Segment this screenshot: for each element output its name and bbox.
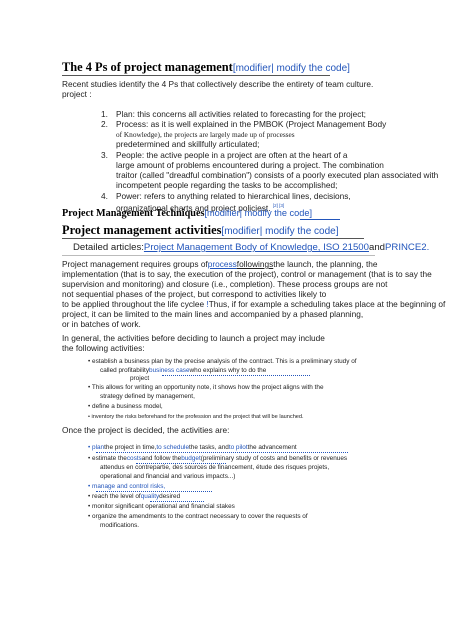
list-number: 1.: [101, 109, 108, 119]
underline: [162, 375, 310, 376]
manage-risks-link[interactable]: • manage and control risks,: [88, 483, 166, 490]
section-heading-activities: [62, 223, 339, 238]
list-item: traitor (called "dreadful combination") consists of a poorly executed plan associated with: [116, 170, 439, 180]
list-item: predetermined and skillfully articulated;: [116, 139, 260, 149]
underline: [96, 491, 212, 492]
schedule-link[interactable]: to schedule: [156, 444, 190, 451]
heading-text: The 4 Ps of project management: [62, 60, 233, 74]
list-item: large amount of problems encountered during a project. The combination: [116, 160, 384, 170]
list-item: • planthe project in time,to schedulethe tasks, andto pilotthe advancement: [88, 444, 297, 451]
section-heading-techniques: [62, 208, 312, 219]
paragraph-line: not sequential phases of the project, but correspond to activities likely to: [62, 289, 327, 299]
heading-text: Project Management Techniques: [62, 208, 205, 219]
list-item: • define a business model,: [88, 403, 163, 410]
list-item: Power: refers to anything related to hierarchical lines, decisions,: [116, 191, 351, 201]
list-item: • monitor significant operational and financial stakes: [88, 503, 235, 510]
underline: [96, 452, 348, 453]
list-item: • This allows for writing an opportunity note, it shows how the project aligns with the: [88, 384, 324, 391]
heading-rule: [62, 75, 330, 76]
modify-code-link[interactable]: [modifier| modify the code]: [204, 208, 313, 218]
paragraph-line: project, it can be limited to the main lines and accompanied by a phased planning,: [62, 309, 364, 319]
paragraph-line: or in batches of work.: [62, 319, 141, 329]
list-item: Plan: this concerns all activities related to forecasting for the project;: [116, 109, 366, 119]
list-number: 4.: [101, 191, 108, 201]
list-item: People: the active people in a project are often at the heart of a: [116, 150, 348, 160]
list-item: • establish a business plan by the precise analysis of the contract. This is a preliminary study of: [88, 358, 357, 365]
process-link[interactable]: process: [207, 259, 237, 269]
pilot-link[interactable]: to pilot: [228, 444, 248, 451]
quality-link[interactable]: quality: [140, 493, 160, 500]
intro-line: project :: [62, 89, 92, 99]
costs-link[interactable]: costs: [126, 455, 142, 462]
list-item: • estimate thecostsand follow thebudget(preliminary study of costs and benefits or revenues: [88, 455, 348, 462]
paragraph-line: the following activities:: [62, 343, 145, 353]
paragraph-line: implementation (that is to say, the execution of the project), control or management (that is to say the: [62, 269, 432, 279]
list-item: called profitabilitybusiness casewho explains why to do the: [100, 367, 267, 374]
list-item: • organize the amendments to the contract necessary to cover the requests of: [88, 513, 308, 520]
business-case-link[interactable]: business case: [149, 367, 190, 374]
paragraph-line: supervision and monitoring) and closure (i.e., completion). These process groups are not: [62, 279, 388, 289]
list-item: strategy defined by management,: [100, 393, 195, 400]
heading-rule: [62, 238, 364, 239]
list-item: attendus en contrepartie, des sources de financement, étude des risques projets,: [100, 464, 330, 471]
list-number: 3.: [101, 150, 108, 160]
list-item: Process: as it is well explained in the PMBOK (Project Management Body: [116, 119, 387, 129]
pmbok-link[interactable]: Project Management Body of Knowledge, ISO 21500: [143, 242, 369, 253]
list-number: 2.: [101, 119, 108, 129]
prince2-link[interactable]: PRINCE2.: [385, 242, 430, 253]
list-item: organizational charts and project policiest. [2] [3]: [116, 202, 285, 213]
list-item: modifications.: [100, 522, 140, 529]
section-heading-4ps: [62, 60, 350, 75]
underline: [150, 501, 204, 502]
intro-line: Recent studies identify the 4 Ps that collectively describe the entirety of team culture.: [62, 79, 374, 89]
list-item: operational and financial and various impacts...): [100, 473, 236, 480]
modify-code-link[interactable]: [modifier| modify the code]: [232, 63, 350, 74]
list-item: • inventory the risks beforehand for the profession and the project that will be launched.: [88, 414, 304, 420]
list-item: project: [130, 375, 150, 382]
paragraph-line: In general, the activities before deciding to launch a project may include: [62, 333, 325, 343]
budget-link[interactable]: budget: [181, 455, 201, 462]
paragraph-line: to be applied throughout the life cyclee !Thus, if for example a scheduling takes place at the beginning of: [62, 299, 446, 309]
detailed-articles: Detailed articles:Project Management Body of Knowledge, ISO 21500andPRINCE2.: [73, 242, 430, 253]
heading-rule: [300, 219, 340, 220]
list-item: • reach the level ofqualitydesired: [88, 493, 181, 500]
paragraph-line: Once the project is decided, the activities are:: [62, 425, 230, 435]
citation-link[interactable]: [2] [3]: [272, 203, 285, 208]
divider: [62, 255, 375, 256]
heading-text: Project management activities: [62, 223, 222, 237]
modify-code-link[interactable]: [modifier| modify the code]: [221, 226, 339, 237]
list-item: incompetent people regarding the tasks to be accomplished;: [116, 180, 338, 190]
list-item: of Knowledge), the projects are largely made up of processes: [116, 130, 295, 139]
paragraph-line: Project management requires groups ofprocessfollowingsthe launch, the planning, the: [62, 259, 378, 269]
